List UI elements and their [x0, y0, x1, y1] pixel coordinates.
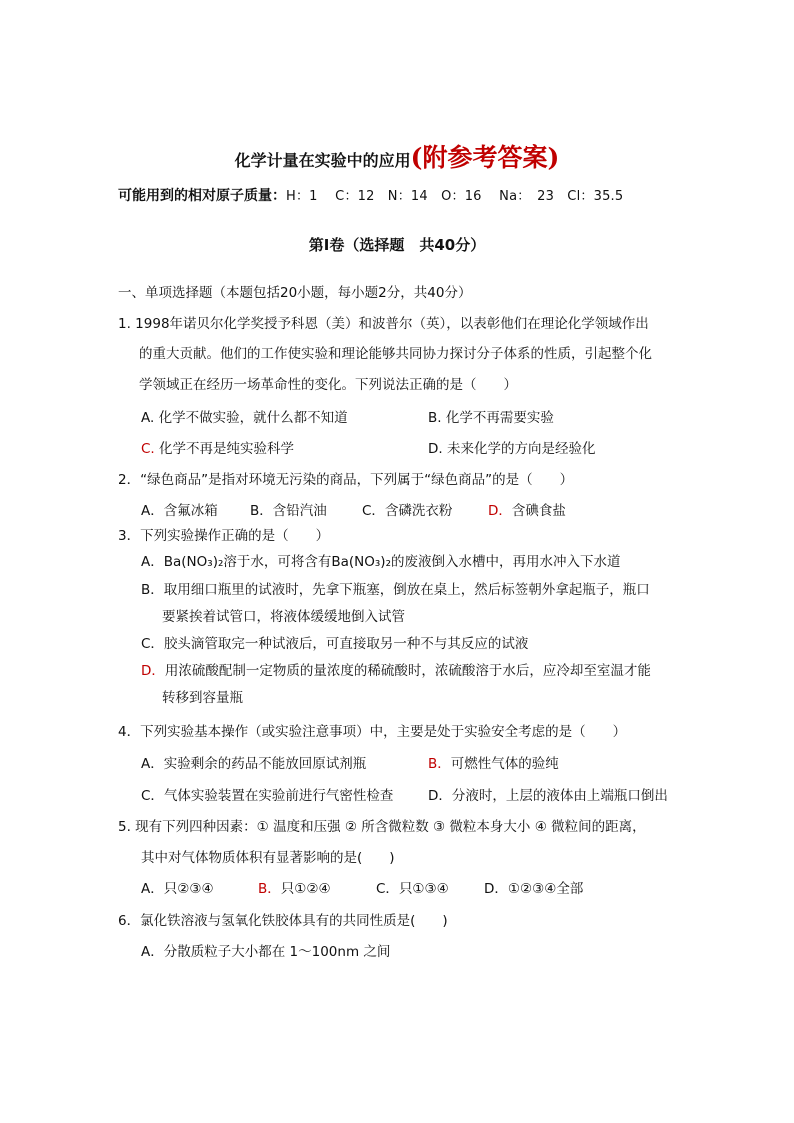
- q3-option-b: B．取用细口瓶里的试液时，先拿下瓶塞，倒放在桌上，然后标签朝外拿起瓶子，瓶口: [141, 582, 650, 598]
- section-heading: 第Ⅰ卷（选择题 共40分）: [308, 236, 486, 254]
- atomic-masses-label: 可能用到的相对原子质量：: [118, 188, 286, 204]
- q2-option-c: C．含磷洗衣粉: [362, 503, 453, 519]
- q4-answer-letter: B．: [428, 756, 451, 772]
- q3-option-d-cont: 转移到容量瓶: [162, 690, 243, 706]
- q2-option-a: A．含氟冰箱: [141, 503, 218, 519]
- q1-stem-line-1: 1. 1998年诺贝尔化学奖授予科恩（美）和波普尔（英），以表彰他们在理论化学领域作出: [118, 316, 649, 332]
- q5-option-c: C．只①③④: [376, 881, 449, 897]
- q6-option-a: A．分散质粒子大小都在 1～100nm 之间: [141, 944, 391, 960]
- q1-stem-line-3: 学领域正在经历一场革命性的变化。下列说法正确的是（ ）: [139, 377, 517, 393]
- q2-option-d: D．含碘食盐: [488, 503, 566, 519]
- q4-option-d: D．分液时，上层的液体由上端瓶口倒出: [428, 788, 668, 804]
- q3-option-c: C．胶头滴管取完一种试液后，可直接取另一种不与其反应的试液: [141, 636, 529, 652]
- atomic-masses: [118, 185, 688, 205]
- q3-option-b-cont: 要紧挨着试管口，将液体缓缓地倒入试管: [162, 609, 405, 625]
- atomic-masses-values: H：1 C：12 N：14 O：16 Na： 23 Cl：35.5: [286, 189, 624, 204]
- q1-option-d: D. 未来化学的方向是经验化: [428, 441, 596, 457]
- q1-stem-line-2: 的重大贡献。他们的工作使实验和理论能够共同协力探讨分子体系的性质，引起整个化: [139, 346, 652, 362]
- q3-option-d: D．用浓硫酸配制一定物质的量浓度的稀硫酸时，浓硫酸溶于水后，应冷却至室温才能: [141, 663, 651, 679]
- title-answer-note: (附参考答案): [410, 143, 560, 172]
- q3-stem: 3．下列实验操作正确的是（ ）: [118, 528, 330, 544]
- q4-option-b: B．可燃性气体的验纯: [428, 756, 559, 772]
- q4-option-a: A．实验剩余的药品不能放回原试剂瓶: [141, 756, 367, 772]
- q1-option-b: B. 化学不再需要实验: [428, 410, 554, 426]
- q5-option-d: D．①②③④全部: [484, 881, 584, 897]
- instruction: 一、单项选择题（本题包括20小题，每小题2分，共40分）: [118, 285, 472, 301]
- q3-answer-letter: D．: [141, 663, 165, 679]
- page-title: [0, 138, 794, 174]
- q5-option-a: A．只②③④: [141, 881, 214, 897]
- q5-option-b: B．只①②④: [258, 881, 331, 897]
- q5-answer-letter: B．: [258, 881, 281, 897]
- q1-answer-letter: C.: [141, 441, 155, 457]
- q5-stem-line-2: 其中对气体物质体积有显著影响的是( ): [141, 850, 395, 866]
- q1-option-c: C. 化学不再是纯实验科学: [141, 441, 295, 457]
- q4-option-c: C．气体实验装置在实验前进行气密性检查: [141, 788, 394, 804]
- q2-stem: 2．“绿色商品”是指对环境无污染的商品，下列属于“绿色商品”的是（ ）: [118, 472, 574, 488]
- q5-stem: 5. 现有下列四种因素：① 温度和压强 ② 所含微粒数 ③ 微粒本身大小 ④ 微粒间的距离，: [118, 819, 646, 835]
- q2-answer-letter: D．: [488, 503, 512, 519]
- q6-stem: 6．氯化铁溶液与氢氧化铁胶体具有的共同性质是( ): [118, 913, 448, 929]
- q4-stem: 4．下列实验基本操作（或实验注意事项）中，主要是处于实验安全考虑的是（ ）: [118, 724, 627, 740]
- title-main: 化学计量在实验中的应用: [234, 151, 411, 170]
- q1-option-a: A. 化学不做实验，就什么都不知道: [141, 410, 348, 426]
- q2-option-b: B．含铅汽油: [250, 503, 327, 519]
- q3-option-a: A．Ba(NO₃)₂溶于水，可将含有Ba(NO₃)₂的废液倒入水槽中，再用水冲入下水道: [141, 554, 621, 570]
